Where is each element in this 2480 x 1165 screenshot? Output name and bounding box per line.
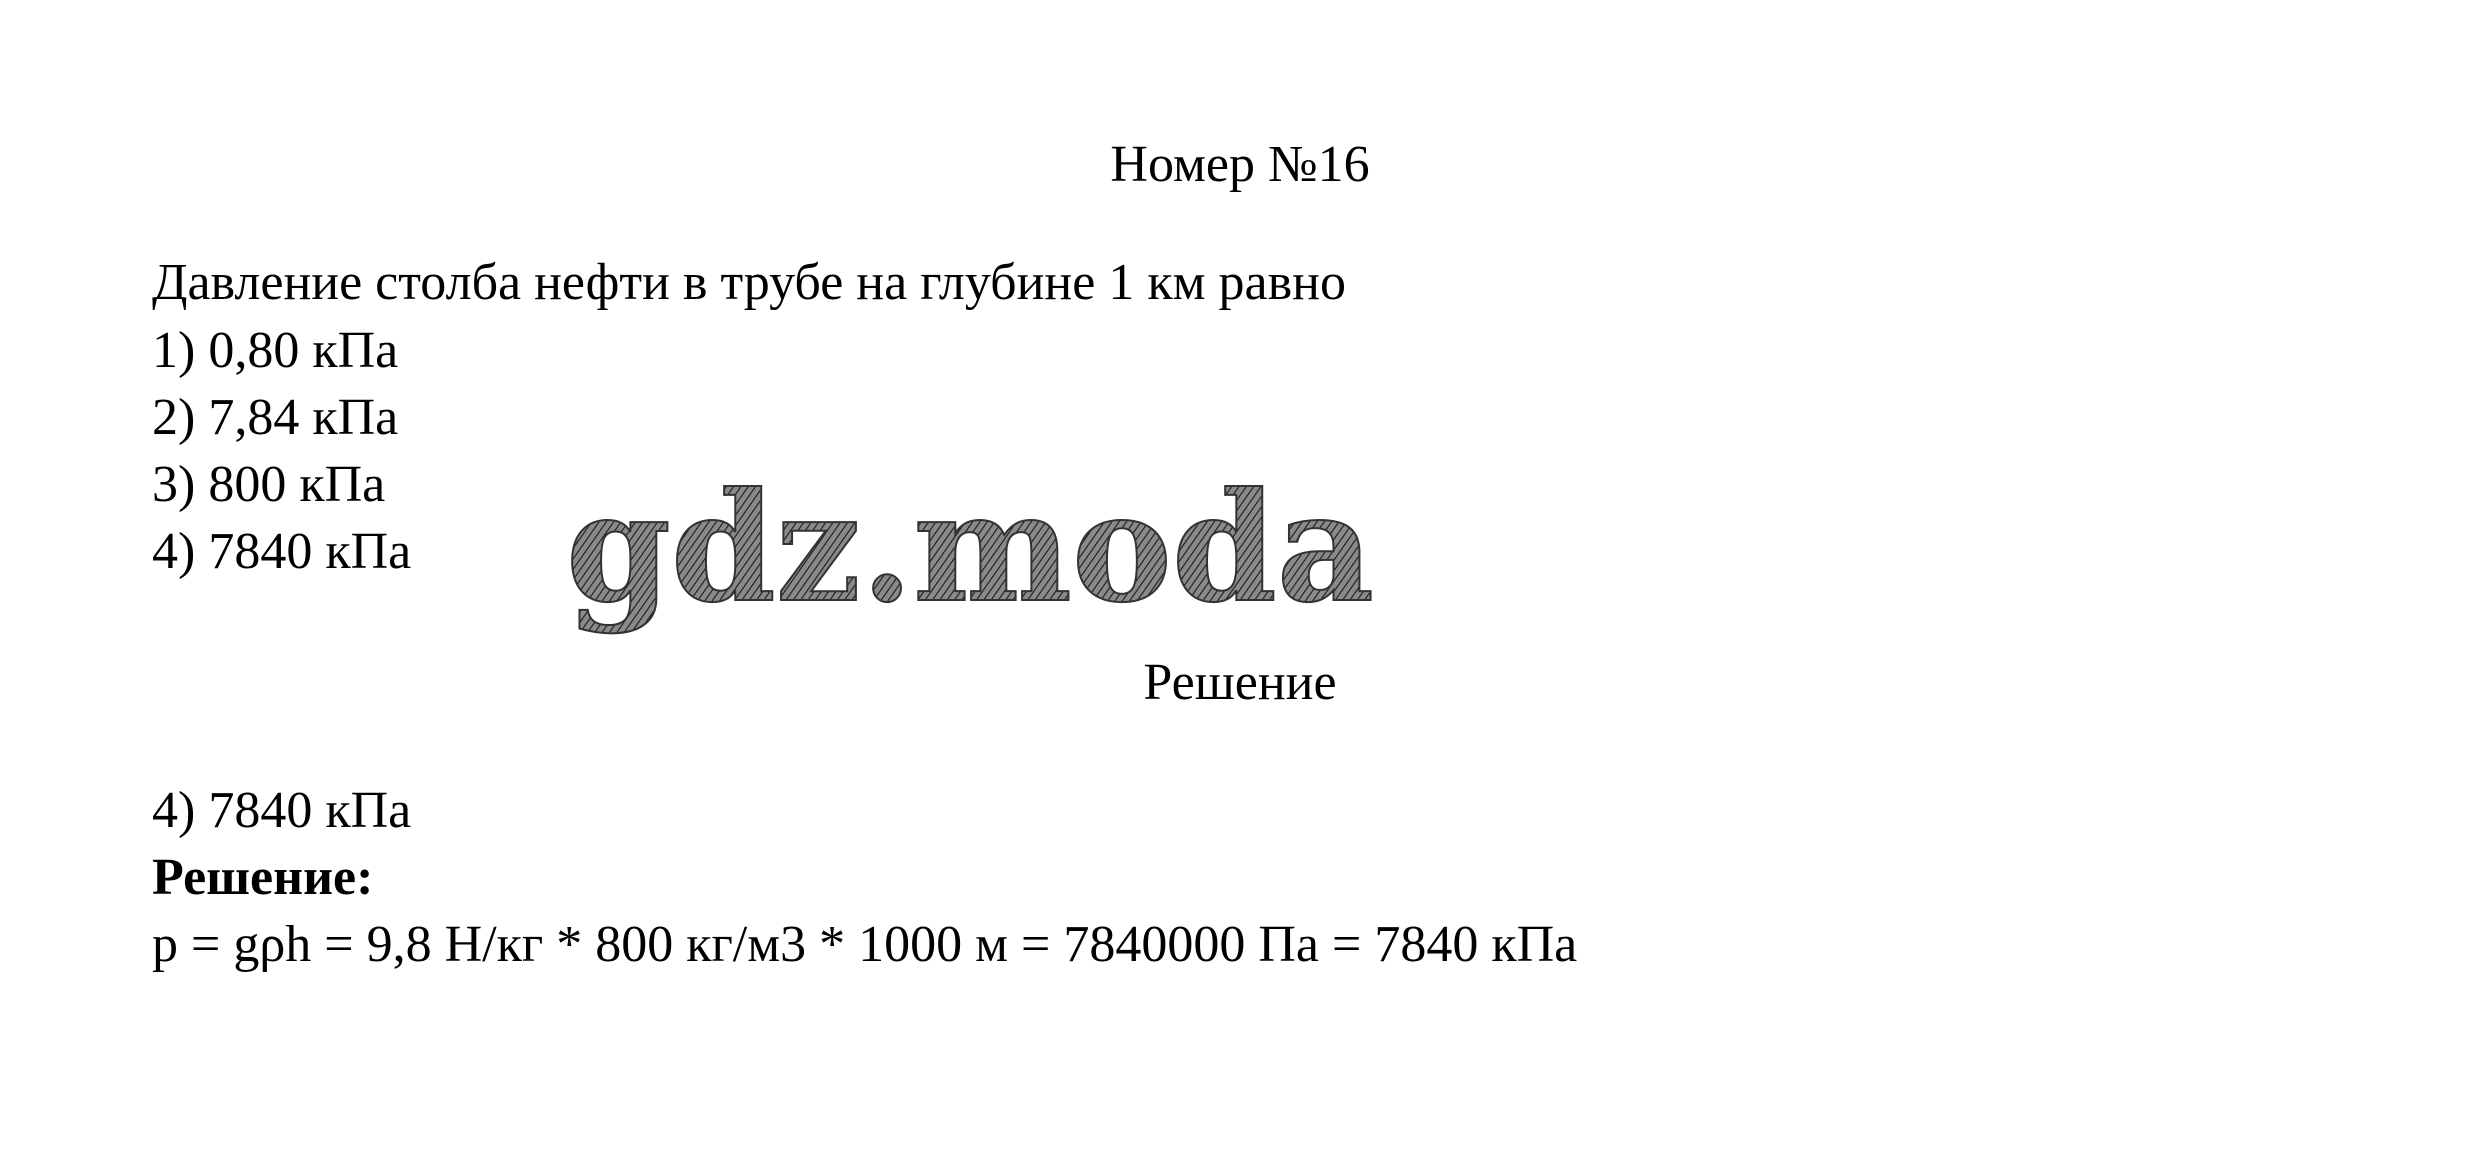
solution-label: Решение: <box>152 849 374 906</box>
watermark-logo <box>565 460 1375 650</box>
formula-text: p = gρh = 9,8 Н/кг * 800 кг/м3 * 1000 м = 7840000 Па = 7840 кПа <box>152 916 1578 973</box>
option-2: 2) 7,84 кПа <box>152 389 399 446</box>
problem-title: Номер №16 <box>1110 136 1370 193</box>
solution-heading: Решение <box>1143 654 1337 711</box>
option-1: 1) 0,80 кПа <box>152 322 399 379</box>
question-text: Давление столба нефти в трубе на глубине 1 км равно <box>152 254 1346 311</box>
watermark-text: gdz.moda <box>565 460 1375 636</box>
option-4: 4) 7840 кПа <box>152 523 412 580</box>
answer-text: 4) 7840 кПа <box>152 782 412 839</box>
option-3: 3) 800 кПа <box>152 456 386 513</box>
